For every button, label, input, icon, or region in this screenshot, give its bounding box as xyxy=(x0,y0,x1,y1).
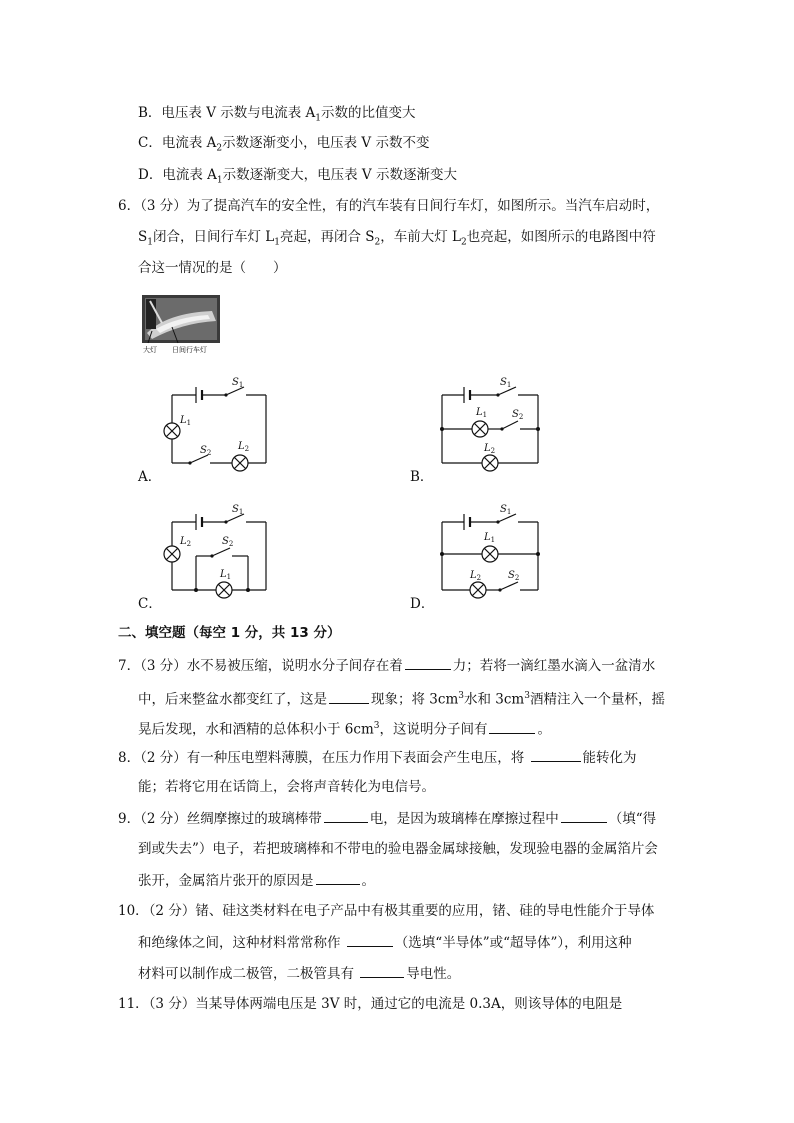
q5-option-d: D．电流表 $A_1$示数逐渐变大，电压表 V 示数逐渐变大 xyxy=(138,167,457,186)
q7-line1: 7．（3 分）水不易被压缩，说明水分子间存在着 力；若将一滴红墨水滴入一盆清水 xyxy=(118,655,655,676)
svg-text:S2: $S_2$ xyxy=(222,536,234,548)
q7-line2: 中，后来整盆水都变红了，这是 现象；将 $3cm^3$水和 $3cm^3$酒精注入一个量杯，摇 xyxy=(138,686,665,710)
q9-blank-3[interactable] xyxy=(316,870,360,885)
q9-line3: 张开，金属箔片张开的原因是 。 xyxy=(138,870,375,891)
q8-blank-1[interactable] xyxy=(531,747,581,762)
circuit-diagram-b xyxy=(432,373,562,473)
q6-line2: $S_1$闭合，日间行车灯 $L_1$亮起，再闭合 $S_2$，车前大灯 $L_2$也亮起，如图所示的电路图中符 xyxy=(138,229,656,248)
svg-text:L2: $L_2$ xyxy=(238,441,250,453)
svg-text:S2: $S_2$ xyxy=(512,409,524,421)
q11-line1: 11．（3 分）当某导体两端电压是 3V 时，通过它的电流是 0.3A，则该导体的电阻是 xyxy=(118,996,623,1012)
circuit-diagram-d xyxy=(432,500,562,600)
svg-text:S2: $S_2$ xyxy=(200,445,212,457)
q6-option-a-label[interactable]: A． xyxy=(138,469,162,485)
svg-text:S2: $S_2$ xyxy=(508,570,520,582)
q8-line1: 8．（2 分）有一种压电塑料薄膜，在压力作用下表面会产生电压，将 能转化为 xyxy=(118,747,637,768)
car-headlight-photo xyxy=(142,293,222,355)
svg-text:L2: $L_2$ xyxy=(484,443,496,455)
section-2-heading: 二、填空题（每空 1 分，共 13 分） xyxy=(118,625,341,641)
svg-text:S1: $S_1$ xyxy=(232,377,244,389)
q5-option-c: C．电流表 $A_2$示数逐渐变小，电压表 V 示数不变 xyxy=(138,135,430,154)
svg-text:S1: $S_1$ xyxy=(232,504,244,516)
q9-blank-2[interactable] xyxy=(561,808,607,823)
svg-text:L1: $L_1$ xyxy=(484,532,496,544)
q7-line3: 晃后发现，水和酒精的总体积小于 $6cm^3$，这说明分子间有 。 xyxy=(138,716,551,740)
q7-blank-3[interactable] xyxy=(489,719,535,734)
q5-option-b: B．电压表 V 示数与电流表 $A_1$示数的比值变大 xyxy=(138,105,416,124)
q6-line1: 6．（3 分）为了提高汽车的安全性，有的汽车装有日间行车灯，如图所示。当汽车启动时， xyxy=(118,198,660,214)
svg-text:S1: $S_1$ xyxy=(500,504,512,516)
q6-line3: 合这一情况的是（ ） xyxy=(138,260,287,276)
q10-line1: 10．（2 分）锗、硅这类材料在电子产品中有极其重要的应用，锗、硅的导电性能介于导体 xyxy=(118,903,655,919)
q6-option-b-label[interactable]: B． xyxy=(410,469,434,485)
q7-blank-1[interactable] xyxy=(405,655,451,670)
q10-blank-2[interactable] xyxy=(360,963,404,978)
q6-option-c-label[interactable]: C． xyxy=(138,596,162,612)
svg-text:L1: $L_1$ xyxy=(180,415,192,427)
q6-option-d-label[interactable]: D． xyxy=(410,596,435,612)
svg-text:S1: $S_1$ xyxy=(500,377,512,389)
svg-text:L1: $L_1$ xyxy=(476,407,488,419)
q8-line2: 能；若将它用在话筒上，会将声音转化为电信号。 xyxy=(138,779,435,795)
q10-blank-1[interactable] xyxy=(347,932,393,947)
photo-caption-headlight: 大灯 xyxy=(143,346,157,354)
q9-blank-1[interactable] xyxy=(324,808,368,823)
q7-blank-2[interactable] xyxy=(329,689,369,704)
q10-line2: 和绝缘体之间，这种材料常常称作 （选填“半导体”或“超导体”），利用这种 xyxy=(138,932,632,953)
q9-line2: 到或失去”）电子，若把玻璃棒和不带电的验电器金属球接触，发现验电器的金属箔片会 xyxy=(138,841,658,857)
svg-text:L2: $L_2$ xyxy=(470,570,482,582)
svg-text:L1: $L_1$ xyxy=(220,569,232,581)
svg-text:L2: $L_2$ xyxy=(180,536,192,548)
photo-caption-daytime-light: 日间行车灯 xyxy=(172,346,207,354)
q9-line1: 9．（2 分）丝绸摩擦过的玻璃棒带 电，是因为玻璃棒在摩擦过程中 （填“得 xyxy=(118,808,656,829)
circuit-diagram-c xyxy=(150,500,280,600)
circuit-diagram-a xyxy=(150,373,280,473)
q10-line3: 材料可以制作成二极管，二极管具有 导电性。 xyxy=(138,963,460,984)
